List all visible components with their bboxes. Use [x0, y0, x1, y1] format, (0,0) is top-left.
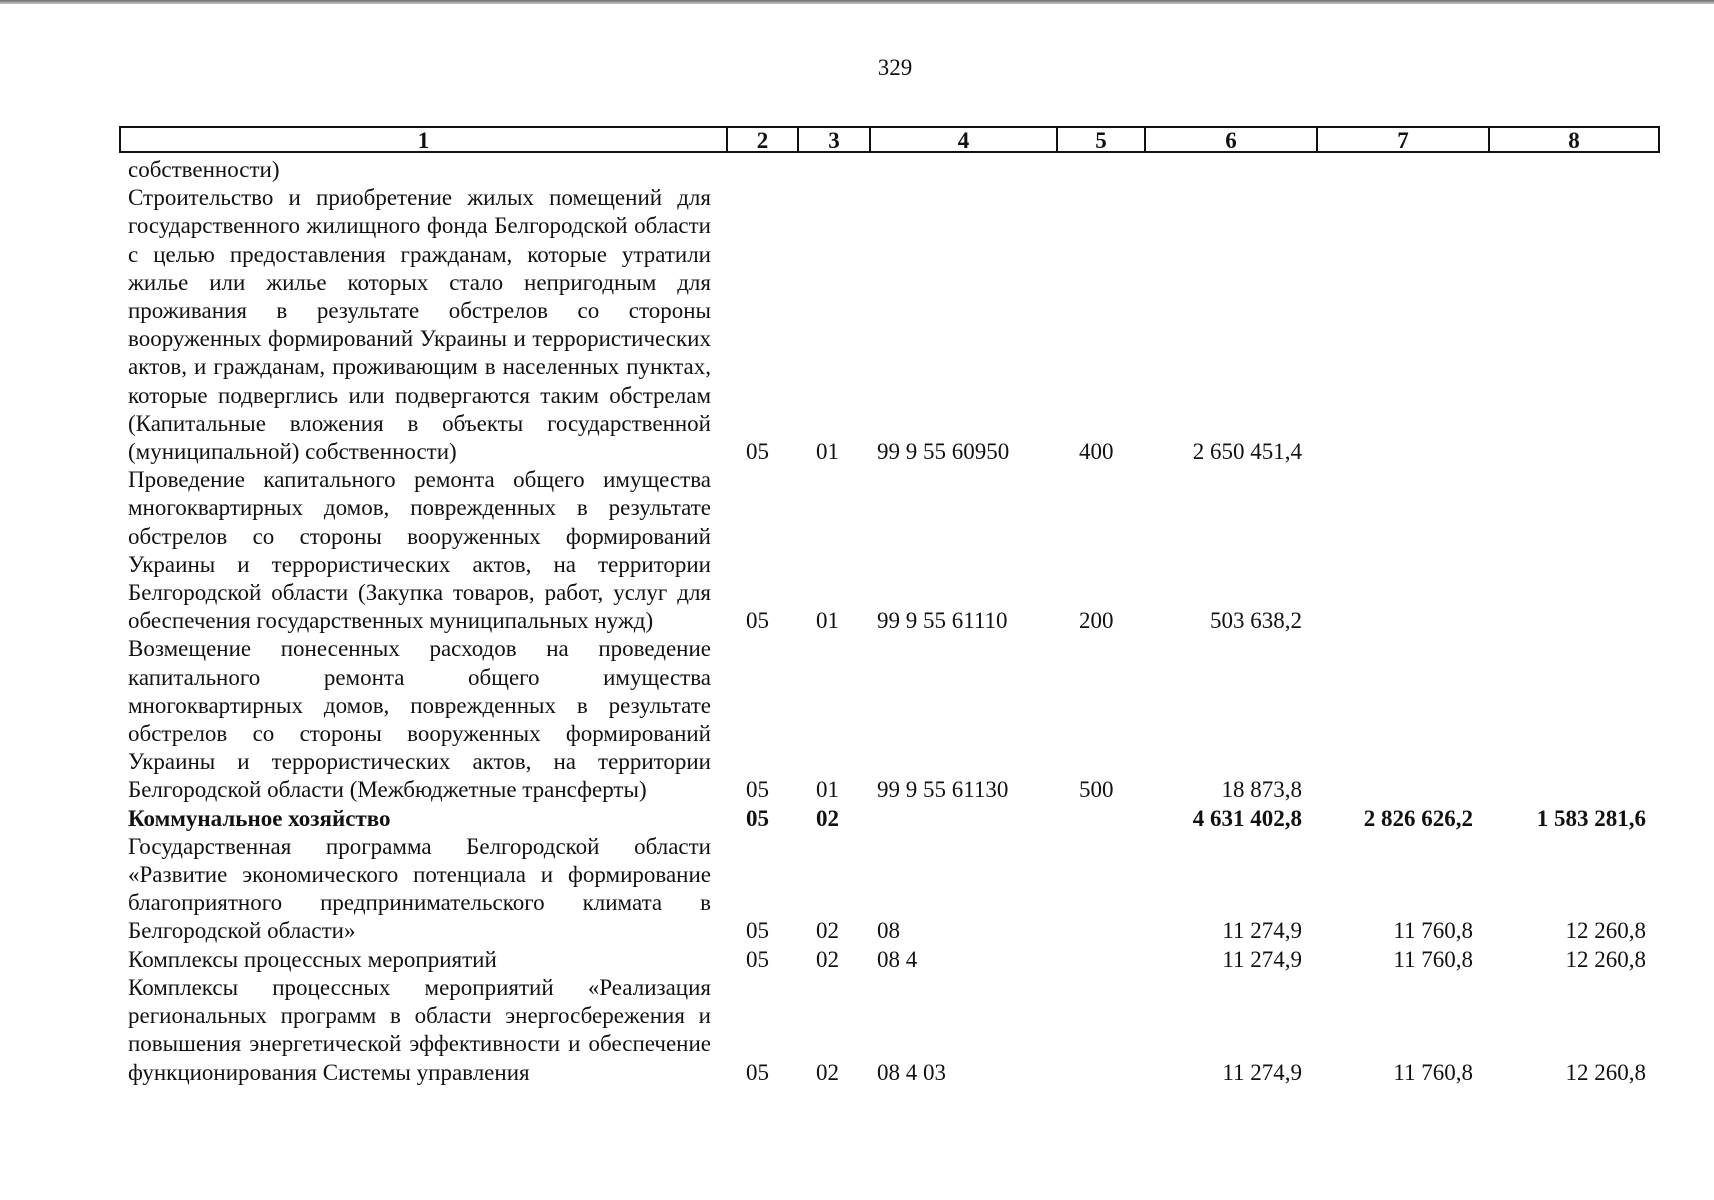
- row-section: 05: [746, 918, 769, 944]
- table-row: [0, 466, 1714, 635]
- column-header-2: 2: [728, 128, 799, 151]
- row-amount-col8: 12 260,8: [1565, 918, 1646, 944]
- row-name: Возмещение понесенных расходов на проведение капитального ремонта общего имущества многоквартирных домов, поврежденных в результате обстрелов со стороны вооруженных формирований Украины и террористических актов, на территории Белгородской области (Межбюджетные трансферты): [128, 636, 711, 803]
- table-row: [0, 833, 1714, 946]
- row-section: 05: [746, 946, 769, 972]
- table-row: [0, 974, 1714, 1087]
- row-target-code: 99 9 55 61130: [877, 777, 1009, 803]
- column-header-8: 8: [1568, 128, 1580, 153]
- row-amount-col7: 11 760,8: [1393, 918, 1473, 944]
- table-row: [0, 156, 1714, 184]
- table-row-section-total: [0, 805, 1714, 833]
- column-header-6: 6: [1146, 128, 1318, 151]
- row-section: 05: [746, 608, 769, 634]
- row-subsection: 02: [816, 1059, 839, 1085]
- row-amount-col8: 1 583 281,6: [1536, 805, 1646, 831]
- table-row: [0, 946, 1714, 974]
- row-name: Коммунальное хозяйство: [128, 805, 391, 831]
- page-number: 329: [877, 55, 913, 80]
- row-name: Государственная программа Белгородской области «Развитие экономического потенциала и формирование благоприятного предпринимательского климата в Белгородской области»: [128, 833, 711, 944]
- row-amount-col6: 503 638,2: [1210, 608, 1302, 634]
- column-header-3: 3: [799, 128, 871, 151]
- column-header-1: 1: [121, 128, 728, 151]
- row-target-code: 99 9 55 60950: [877, 439, 1010, 465]
- row-subsection: 02: [816, 918, 839, 944]
- row-target-code: 08: [877, 918, 900, 944]
- row-amount-col6: 2 650 451,4: [1192, 439, 1302, 465]
- row-amount-col7: 2 826 626,2: [1363, 805, 1473, 831]
- column-header-row: [119, 126, 1660, 153]
- table-row: [0, 184, 1714, 466]
- row-section: 05: [746, 777, 769, 803]
- row-expense-type: 400: [1079, 439, 1114, 465]
- row-amount-col6: 11 274,9: [1222, 1059, 1302, 1085]
- scan-edge: [0, 0, 1714, 4]
- row-subsection: 01: [816, 439, 839, 465]
- row-target-code: 08 4: [877, 946, 918, 972]
- row-expense-type: 200: [1079, 608, 1114, 634]
- row-name: Комплексы процессных мероприятий: [128, 946, 497, 972]
- column-header-7: 7: [1318, 128, 1490, 151]
- row-section: 05: [746, 1059, 769, 1085]
- column-header-5: 5: [1058, 128, 1146, 151]
- row-section: 05: [746, 805, 769, 831]
- row-name: Комплексы процессных мероприятий «Реализация региональных программ в области энергосбережения и повышения энергетической эффективности и обеспечение функционирования Системы управления: [128, 974, 711, 1085]
- row-target-code: 08 4 03: [877, 1059, 946, 1085]
- row-amount-col6: 18 873,8: [1221, 777, 1302, 803]
- row-subsection: 01: [816, 608, 839, 634]
- row-section: 05: [746, 439, 769, 465]
- table-row: [0, 635, 1714, 804]
- row-subsection: 02: [816, 805, 839, 831]
- row-amount-col8: 12 260,8: [1565, 1059, 1646, 1085]
- row-name: Проведение капитального ремонта общего имущества многоквартирных домов, поврежденных в результате обстрелов со стороны вооруженных формирований Украины и террористических актов, на территории Белгородской области (Закупка товаров, работ, услуг для обеспечения государственных муниципальных нужд): [128, 467, 711, 634]
- column-header-4: 4: [871, 128, 1058, 151]
- row-target-code: 99 9 55 61110: [877, 608, 1008, 634]
- row-expense-type: 500: [1079, 777, 1114, 803]
- row-name: Строительство и приобретение жилых помещений для государственного жилищного фонда Белгородской области с целью предоставления гражданам, которые утратили жилье или жилье которых стало непригодным для проживания в результате обстрелов со стороны вооруженных формирований Украины и террористических актов, и гражданам, проживающим в населенных пунктах, которые подверглись или подвергаются таким обстрелам (Капитальные вложения в объекты государственной (муниципальной) собственности): [128, 185, 711, 465]
- row-subsection: 02: [816, 946, 839, 972]
- row-amount-col6: 4 631 402,8: [1192, 805, 1302, 831]
- row-amount-col6: 11 274,9: [1222, 918, 1302, 944]
- row-amount-col6: 11 274,9: [1222, 946, 1302, 972]
- row-amount-col7: 11 760,8: [1393, 946, 1473, 972]
- row-subsection: 01: [816, 777, 839, 803]
- table-body: [0, 156, 1714, 1087]
- row-amount-col7: 11 760,8: [1393, 1059, 1473, 1085]
- row-name: собственности): [128, 157, 280, 182]
- row-amount-col8: 12 260,8: [1565, 946, 1646, 972]
